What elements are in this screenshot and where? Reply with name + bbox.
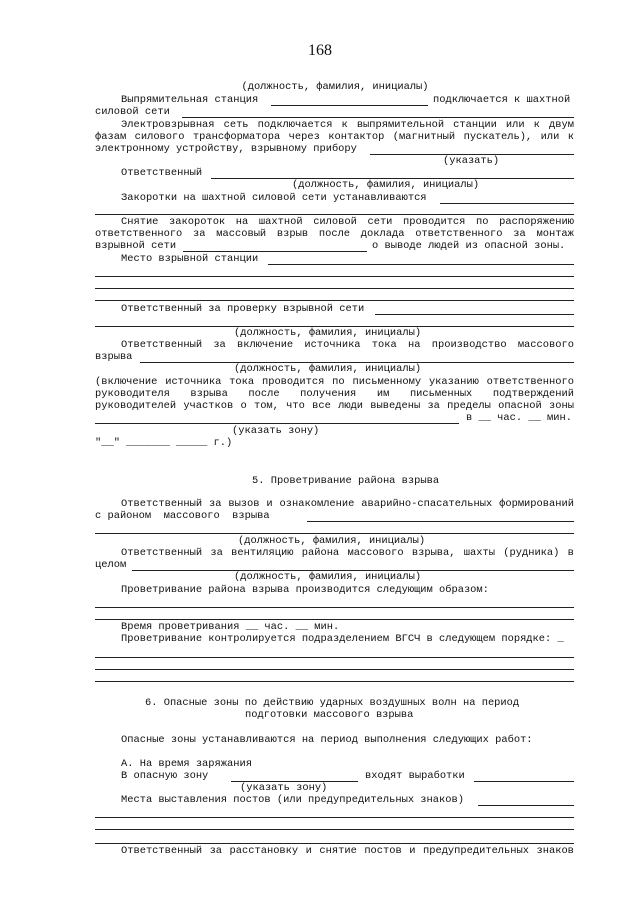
caption-position-name-2: (должность, фамилия, инициалы) (292, 179, 480, 191)
blasting-network-line-1: Электровзрывная сеть подключается к выпрямительной станции или к двум (121, 119, 574, 131)
procedure-field[interactable] (95, 423, 459, 424)
section-5-field-4[interactable] (95, 607, 574, 608)
section-6-line-5: Места выставления постов (или предупредительных знаков) (121, 794, 464, 806)
caption-position-name-3: (должность, фамилия, инициалы) (234, 327, 422, 339)
removal-field[interactable] (183, 251, 367, 252)
section-5-field-2[interactable] (95, 533, 574, 534)
current-source-line-1: Ответственный за включение источника тока на производство массового (121, 339, 574, 351)
section-5-field-8[interactable] (95, 681, 574, 682)
caption-position-name-5: (должность, фамилия, инициалы) (238, 535, 426, 547)
station-location-line-2[interactable] (95, 276, 574, 277)
section-5-title: 5. Проветривание района взрыва (252, 475, 440, 487)
section-5-field-5[interactable] (95, 619, 574, 620)
caption-specify-zone-2: (указать зону) (240, 782, 328, 794)
short-circuits-text: Закоротки на шахтной силовой сети устанавливаются (121, 192, 427, 204)
procedure-line-3: руководителей участков о том, что все люди выведены за пределы опасной зоны (95, 400, 574, 412)
section-5-field-7[interactable] (95, 669, 574, 670)
procedure-line-1: (включение источника тока проводится по письменному указанию ответственного (95, 376, 574, 388)
station-location-field[interactable] (268, 264, 574, 265)
blasting-network-line-3: электронному устройству, взрывному прибору (95, 143, 357, 155)
posts-field[interactable] (478, 805, 574, 806)
power-network-field[interactable] (182, 117, 574, 118)
section-5-line-5: Проветривание района взрыва производится следующим образом: (121, 584, 489, 596)
section-5-line-4: целом (95, 559, 127, 571)
section-6-line-2: А. На время заряжания (121, 758, 252, 770)
section-5-field-6[interactable] (95, 657, 574, 658)
rectifier-station-field[interactable] (271, 105, 428, 106)
section-6-line-1: Опасные зоны устанавливаются на период выполнения следующих работ: (121, 734, 533, 746)
posts-field-3[interactable] (95, 829, 574, 830)
station-location-line-4[interactable] (95, 300, 574, 301)
short-circuits-field-2[interactable] (95, 214, 574, 215)
short-circuits-field[interactable] (440, 203, 574, 204)
section-6-line-4: входят выработки (365, 770, 465, 782)
section-6-title-2: подготовки массового взрыва (245, 709, 414, 721)
station-location-line-3[interactable] (95, 288, 574, 289)
section-6-line-6: Ответственный за расстановку и снятие постов и предупредительных знаков (121, 845, 574, 857)
section-5-line-6: Проветривание контролируется подразделением ВГСЧ в следующем порядке: _ (121, 633, 564, 645)
procedure-line-4: в __ час. __ мин. (466, 412, 573, 424)
power-network-text: силовой сети (95, 106, 170, 118)
current-source-line-2: взрыва (95, 351, 133, 363)
posts-field-4[interactable] (95, 843, 574, 844)
caption-specify-zone: (указать зону) (232, 425, 320, 437)
caption-position-name-4: (должность, фамилия, инициалы) (234, 363, 422, 375)
station-location-label: Место взрывной станции (121, 253, 259, 265)
removal-line-3b: о выводе людей из опасной зоны. (372, 240, 566, 252)
section-6-title-1: 6. Опасные зоны по действию ударных воздушных волн на период (145, 697, 520, 709)
network-check-label: Ответственный за проверку взрывной сети (121, 303, 365, 315)
section-5-field-1[interactable] (307, 521, 574, 522)
removal-line-3a: взрывной сети (95, 240, 177, 252)
procedure-line-2: руководителя взрыва после получения им письменных подтверждений (95, 388, 574, 400)
removal-line-1: Снятие закороток на шахтной силовой сети проводится по распоряжению (121, 216, 574, 228)
network-check-field[interactable] (375, 314, 574, 315)
caption-position-name-6: (должность, фамилия, инициалы) (234, 571, 422, 583)
rectifier-station-label: Выпрямительная станция (121, 94, 259, 106)
section-5-line-3: Ответственный за вентиляцию района массового взрыва, шахты (рудника) в (121, 547, 574, 559)
section-5-line-2: с районом массового взрыва (95, 510, 270, 522)
responsible-label: Ответственный (121, 167, 203, 179)
section-6-line-3: В опасную зону (121, 770, 209, 782)
section-5-line-1: Ответственный за вызов и ознакомление аварийно-спасательных формирований (121, 498, 574, 510)
blasting-network-line-2: фазам силового трансформатора через контактор (магнитный пускатель), или к (95, 131, 574, 143)
caption-position-name: (должность, фамилия, инициалы) (241, 81, 429, 93)
caption-specify: (указать) (443, 155, 500, 167)
ventilation-time: Время проветривания __ час. __ мин. (121, 621, 340, 633)
rectifier-connect-text: подключается к шахтной (433, 94, 571, 106)
page-number: 168 (308, 42, 332, 59)
removal-line-2: ответственного за массовый взрыв после доклада ответственного за монтаж (95, 228, 574, 240)
date-line: "__" _______ _____ г.) (95, 437, 233, 449)
posts-field-2[interactable] (95, 817, 574, 818)
workings-field[interactable] (474, 781, 574, 782)
